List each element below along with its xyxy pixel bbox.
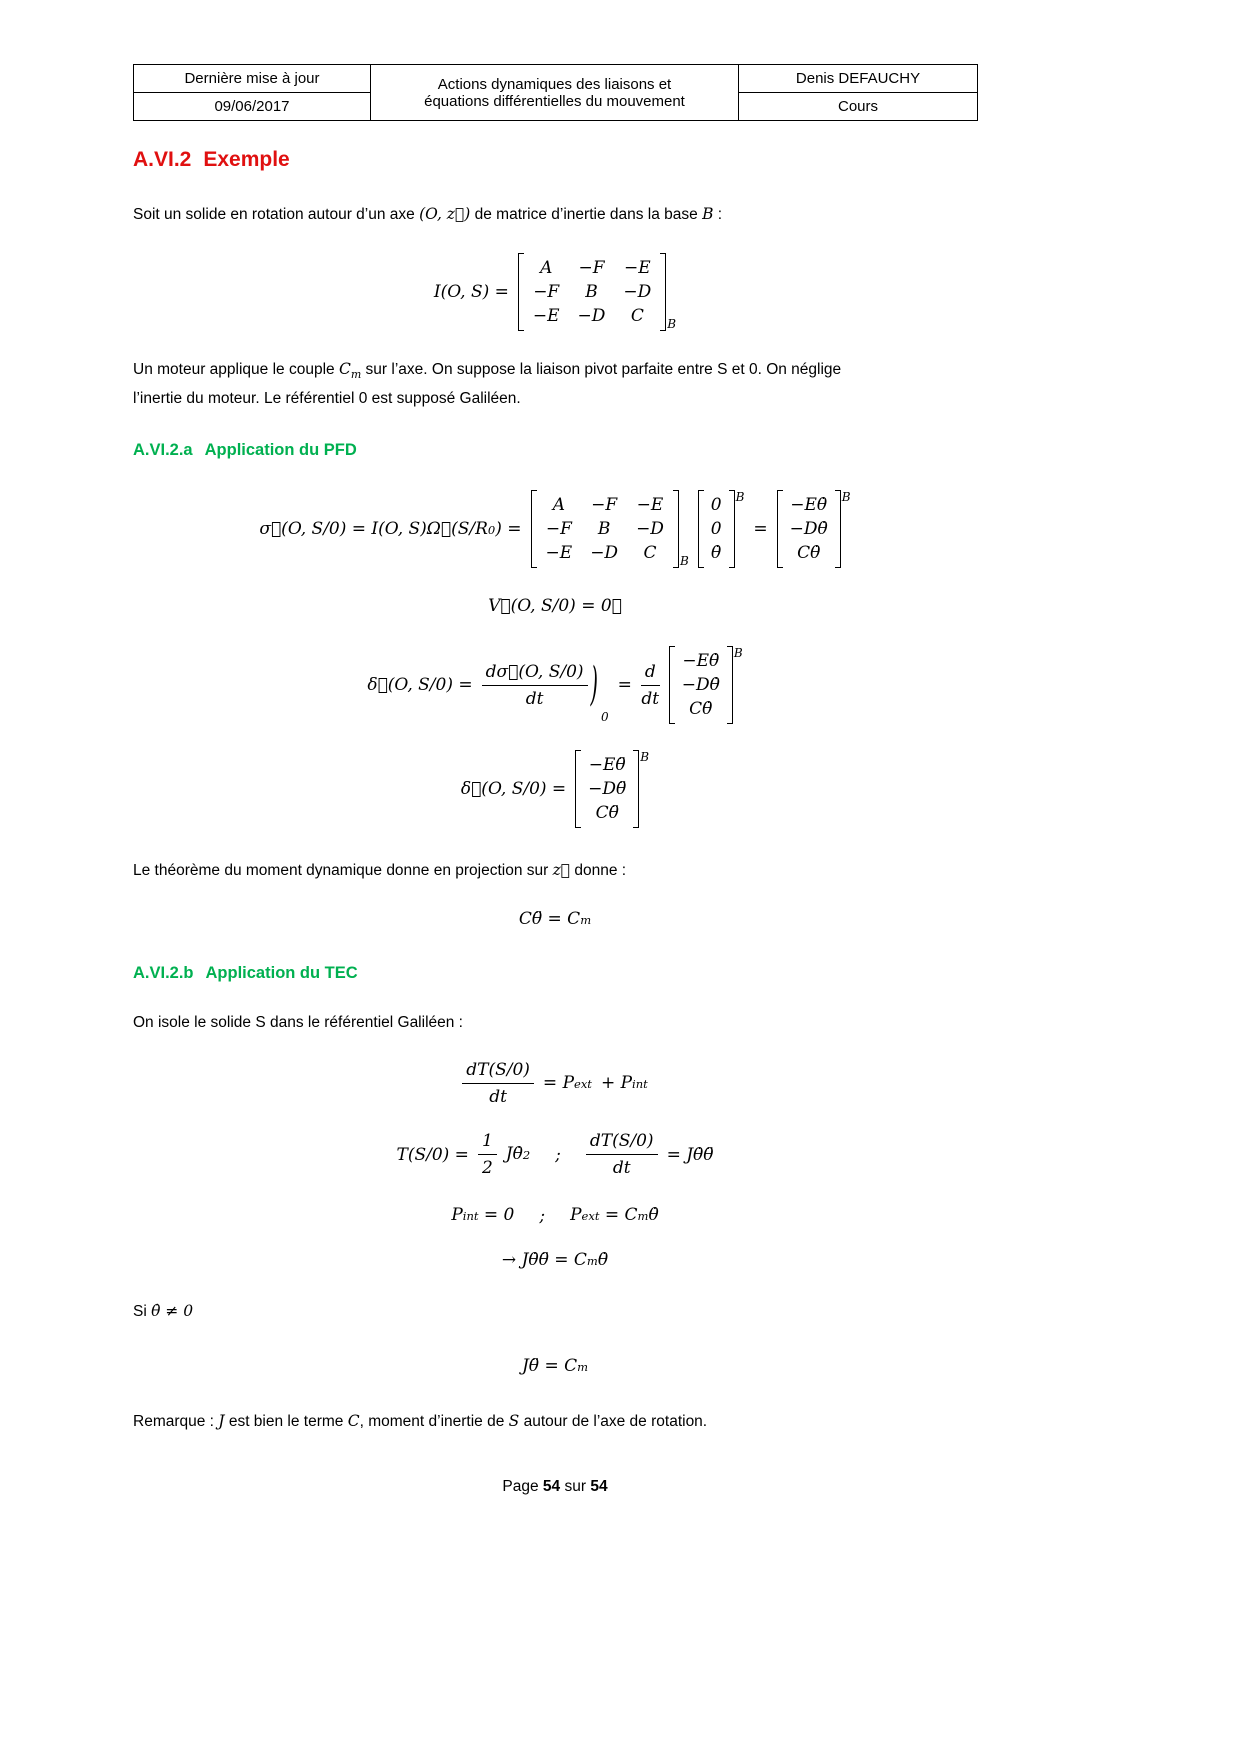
math-text <box>451 1203 514 1228</box>
matrix-cell: −F <box>533 282 560 302</box>
text-run: de matrice d’inertie dans la base <box>470 206 703 223</box>
subscript: ext <box>574 1077 592 1092</box>
inline-math-C: C <box>347 1412 360 1431</box>
text-run: Le théorème du moment dynamique donne en projection sur <box>133 862 553 880</box>
vector-cell: −Dθ̇ <box>681 675 720 696</box>
superscript: 2 <box>522 1148 531 1163</box>
math-text: T(S/0) = <box>396 1144 469 1165</box>
text-run: : <box>713 206 723 223</box>
inline-math-condition: θ̇ ≠ 0 <box>151 1302 194 1321</box>
math-text: σ⃗(O, S/0) = I(O, S)Ω⃗(S/R <box>259 518 488 539</box>
equation-velocity <box>133 594 977 618</box>
denominator: dt <box>525 688 544 709</box>
header-cell-last-update-label: Dernière mise à jour <box>134 65 371 93</box>
vector-cells <box>783 490 835 568</box>
text-run: l’inertie du moteur. Le référentiel 0 est supposé Galiléen. <box>133 390 521 408</box>
equation-sigma <box>133 490 977 568</box>
vector-cell: −Dθ̇ <box>789 519 828 540</box>
inline-math-axis: (O, z⃗) <box>419 205 471 223</box>
equation-powers <box>133 1203 977 1228</box>
separator-semicolon: ; <box>555 1144 561 1165</box>
header-cell-course-title <box>371 65 739 121</box>
subscript: m <box>577 1360 588 1375</box>
section-heading-tec <box>133 964 1108 983</box>
equation-final <box>133 1354 977 1379</box>
matrix-cells <box>537 490 673 568</box>
equation-delta-result <box>133 750 977 828</box>
math-text: ) = <box>495 518 522 539</box>
vector-base-superscript: B <box>841 490 851 505</box>
text-run: Soit un solide en rotation autour d’un axe <box>133 206 420 223</box>
matrix-cell: −D <box>636 519 664 540</box>
math-text: = Jθ̇θ̈ <box>666 1144 714 1165</box>
page-content <box>133 64 1108 1434</box>
equation-result-arrow <box>133 1248 977 1273</box>
footer-text: Page <box>502 1478 543 1495</box>
matrix-cell: −D <box>590 543 619 564</box>
vector-cell: 0 <box>710 519 722 540</box>
text-run: On isole le solide S dans le référentiel Galiléen : <box>133 1014 463 1032</box>
vector-cell: Cθ̈ <box>595 803 619 824</box>
equation-delta-derivative <box>133 646 977 724</box>
vector-cell: Cθ̇ <box>689 699 713 720</box>
matrix-bracket-right <box>729 490 735 568</box>
fraction <box>641 661 660 710</box>
sigma-result-vector <box>669 646 743 724</box>
paren-subscript: 0 <box>600 710 609 725</box>
matrix-cell: −E <box>624 258 651 278</box>
eq-lhs <box>259 517 521 542</box>
fraction <box>482 661 588 710</box>
math-row <box>434 253 676 331</box>
matrix-bracket-right <box>835 490 841 568</box>
denominator: 2 <box>481 1158 493 1179</box>
subscript: int <box>632 1077 648 1092</box>
numerator: dT(S/0) <box>462 1059 534 1084</box>
matrix-cell: −E <box>636 495 664 516</box>
math-text <box>601 1071 648 1096</box>
footer-total-pages: 54 <box>590 1478 608 1495</box>
math-text <box>506 1142 530 1167</box>
vector-base-superscript: B <box>735 490 745 505</box>
text-run: Un moteur applique le couple <box>133 361 339 378</box>
subscript: m <box>350 368 362 382</box>
section-number: A.VI.2.b <box>133 964 194 983</box>
matrix-bracket-right <box>727 646 733 724</box>
matrix-cell: −F <box>578 258 605 278</box>
section-number: A.VI.2.a <box>133 441 193 460</box>
numerator: dσ⃗(O, S/0) <box>482 661 588 686</box>
section-number: A.VI.2 <box>133 148 192 171</box>
paragraph-isolate <box>133 1011 1108 1035</box>
math-text <box>543 1071 592 1096</box>
footer-page-number: 54 <box>542 1478 561 1495</box>
denominator: dt <box>641 688 660 709</box>
math-row <box>367 646 742 724</box>
fraction <box>586 1130 658 1179</box>
math-text: = 0 <box>478 1205 515 1226</box>
text-run: autour de l’axe de rotation. <box>519 1413 708 1431</box>
matrix-cell: −E <box>545 543 573 564</box>
header-cell-date: 09/06/2017 <box>134 93 371 121</box>
matrix-cell: −E <box>532 306 560 326</box>
matrix-cell: A <box>552 495 565 516</box>
page-footer <box>133 1478 977 1496</box>
denominator: dt <box>612 1158 631 1179</box>
equals-sign: = <box>617 675 632 696</box>
text-run: est bien le terme <box>224 1413 348 1431</box>
subscript: int <box>462 1209 479 1224</box>
section-title: Application du PFD <box>204 441 357 460</box>
math-text: C <box>338 360 351 378</box>
math-text: P <box>570 1205 582 1226</box>
delta-result-vector <box>575 750 649 828</box>
inertia-matrix <box>518 253 676 331</box>
inline-math-S: S <box>508 1412 520 1431</box>
paragraph-moment-theorem <box>133 858 1108 883</box>
paragraph-remark <box>133 1409 1108 1434</box>
vector-cell: θ̇ <box>711 543 722 564</box>
section-heading-main <box>133 148 1108 172</box>
footer-text: sur <box>560 1478 591 1495</box>
separator-semicolon: ; <box>539 1205 546 1226</box>
matrix-cell: A <box>540 258 553 278</box>
vector-cell: Cθ̇ <box>797 543 821 564</box>
header-cell-author: Denis DEFAUCHY <box>739 65 978 93</box>
math-text: Jθ̇ <box>505 1144 523 1165</box>
equation-energy-theorem <box>133 1059 977 1108</box>
matrix-cells <box>524 253 660 331</box>
fraction <box>462 1059 534 1108</box>
subscript: ext <box>581 1209 600 1224</box>
math-text: θ̇ <box>648 1205 659 1226</box>
text-run: sur l’axe. On suppose la liaison pivot parfaite entre S et 0. On néglige <box>361 361 842 378</box>
math-text: + P <box>600 1073 633 1094</box>
matrix-cell: −F <box>545 519 572 540</box>
vector-cell: −Eθ̇ <box>682 651 720 672</box>
math-row <box>396 1130 713 1179</box>
math-row <box>259 490 850 568</box>
vector-base-superscript: B <box>640 750 650 765</box>
matrix-bracket-right <box>673 490 679 568</box>
math-text <box>502 1248 608 1273</box>
numerator: d <box>641 661 660 686</box>
numerator: dT(S/0) <box>586 1130 658 1155</box>
math-text: θ̇ <box>597 1250 609 1271</box>
equation-moment-projection <box>133 907 977 932</box>
vector-base-superscript: B <box>733 646 743 661</box>
subscript: m <box>586 1254 598 1269</box>
math-text: V⃗(O, S/0) = 0⃗ <box>488 596 622 617</box>
matrix-cell: −D <box>577 306 606 326</box>
subscript: m <box>580 913 592 928</box>
matrix-cell: −D <box>623 282 652 302</box>
vector-cells <box>581 750 633 828</box>
section-title: Application du TEC <box>205 964 358 983</box>
math-text: = P <box>542 1073 575 1094</box>
math-row <box>451 1203 658 1228</box>
vector-cell: −Eθ̇ <box>790 495 828 516</box>
matrix-cell: B <box>597 519 611 540</box>
equation-inertia <box>133 253 977 331</box>
section-heading-pfd <box>133 441 1108 460</box>
text-run: Remarque : <box>133 1413 219 1431</box>
paragraph-intro <box>133 202 1108 227</box>
math-text: Jθ̈ = C <box>521 1356 578 1377</box>
math-text <box>570 1203 659 1228</box>
inline-math-J: J <box>218 1412 225 1431</box>
vector-cells <box>704 490 729 568</box>
text-run: donne : <box>570 862 627 880</box>
fraction <box>478 1130 497 1179</box>
text-run: Si <box>133 1303 152 1321</box>
matrix-base-subscript: B <box>679 554 689 569</box>
eq-lhs: I(O, S) = <box>433 282 509 302</box>
course-title-line2: équations différentielles du mouvement <box>424 92 685 110</box>
equation-kinetic-energy <box>133 1130 977 1179</box>
math-text: P <box>451 1205 463 1226</box>
vector-cell: −Dθ̈ <box>588 779 627 800</box>
inline-math-couple <box>338 360 362 382</box>
vector-cell: −Eθ̈ <box>588 755 626 776</box>
math-row <box>461 750 649 828</box>
course-title-line1: Actions dynamiques des liaisons et <box>437 75 672 93</box>
inline-math-base: B <box>702 205 714 223</box>
matrix-cell: B <box>585 282 598 302</box>
equals-sign: = <box>753 519 768 540</box>
header-cell-doc-type: Cours <box>739 93 978 121</box>
math-text: = C <box>599 1205 638 1226</box>
denominator: dt <box>489 1087 507 1108</box>
vector-cell: 0 <box>710 495 722 516</box>
sigma-result-vector <box>777 490 851 568</box>
math-text: Cθ̈ = C <box>518 909 581 930</box>
big-paren: ) <box>590 658 598 712</box>
text-run: , moment d’inertie de <box>359 1413 509 1431</box>
rotation-rate-vector <box>698 490 745 568</box>
math-text <box>522 1354 588 1379</box>
header-table <box>133 64 978 121</box>
inline-math-z-axis: z⃗ <box>552 861 571 880</box>
math-text: → Jθ̇θ̈ = C <box>501 1250 587 1271</box>
matrix-cell: −F <box>591 495 618 516</box>
vector-cells <box>675 646 727 724</box>
matrix-bracket-right <box>660 253 666 331</box>
subscript: 0 <box>487 522 496 537</box>
section-title: Exemple <box>203 148 290 171</box>
matrix-cell: C <box>643 543 657 564</box>
math-row <box>462 1059 648 1108</box>
paragraph-condition <box>133 1299 1108 1324</box>
matrix-bracket-right <box>633 750 639 828</box>
numerator: 1 <box>478 1130 497 1155</box>
inertia-matrix <box>531 490 689 568</box>
eq-lhs: δ⃗(O, S/0) = <box>460 779 567 800</box>
paragraph-motor <box>133 357 1108 411</box>
math-text <box>519 907 591 932</box>
subscript: m <box>637 1209 649 1224</box>
matrix-cell: C <box>630 306 644 326</box>
eq-lhs: δ⃗(O, S/0) = <box>367 675 473 696</box>
matrix-base-subscript: B <box>667 317 677 331</box>
